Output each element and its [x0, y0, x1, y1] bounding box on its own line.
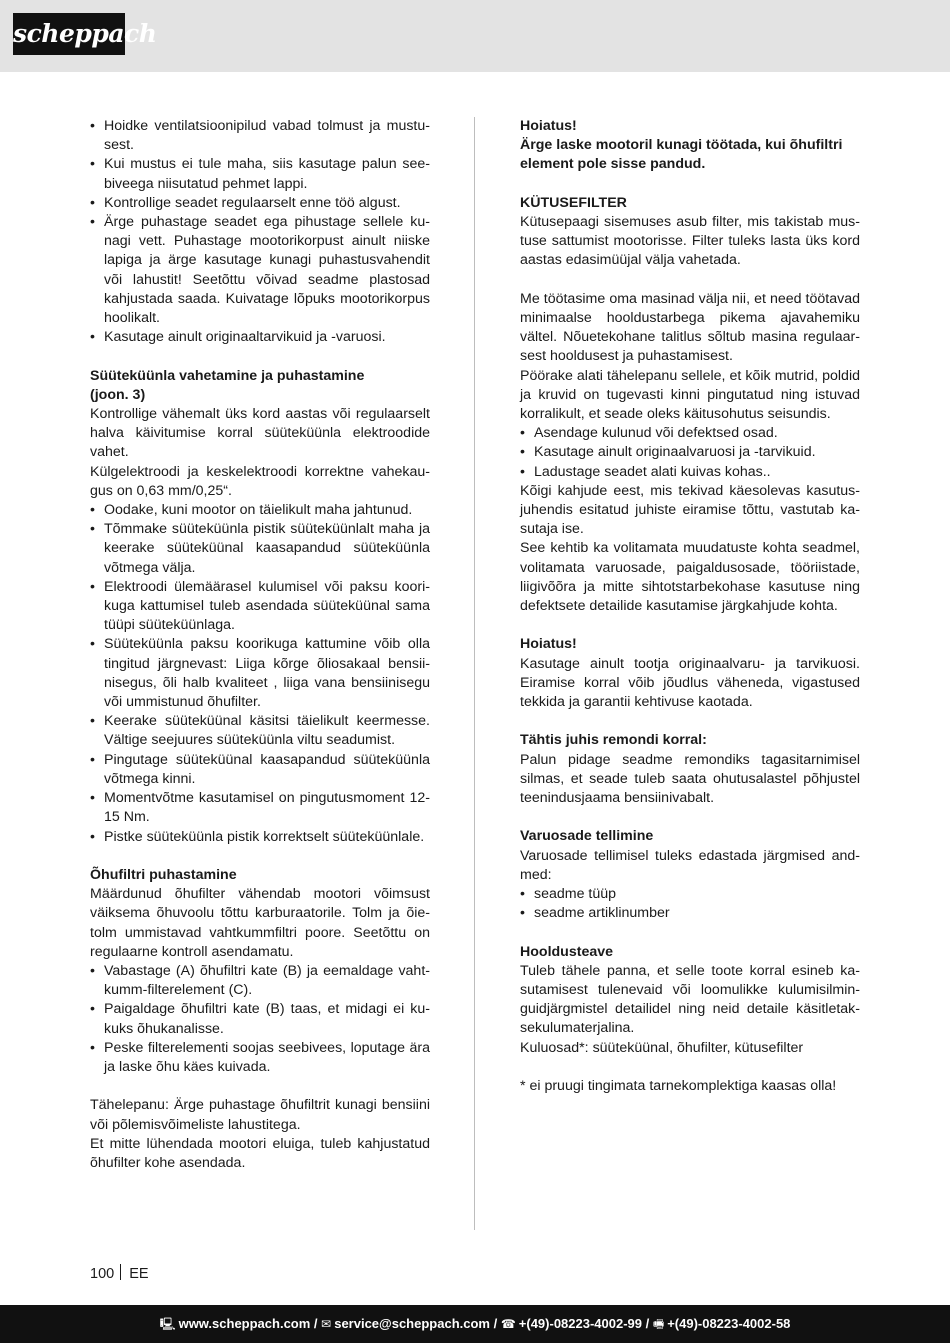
paragraph: Kütusepaagi sisemuses asub filter, mis takistab mustuse sattumist mootorisse. Filter tuleks lasta üks kord aastas edasimüüjal välja vahetada.: [520, 214, 860, 269]
mail-icon: ✉: [321, 1317, 332, 1331]
repair-heading: Tähtis juhis remondi korral:: [520, 732, 707, 749]
wear-parts-line: Kuluosad*: süüteküünal, õhufilter, kütusefilter: [520, 1039, 804, 1056]
list-item: • Oodake, kuni mootor on täielikult maha jahtunud.: [90, 501, 430, 520]
fax-icon: 🖷: [652, 1317, 665, 1331]
spark-plug-heading: Süüteküünla vahetamine ja puhastamine: [90, 367, 365, 384]
list-item: • Elektroodi ülemäärasel kulumisel või paksu koorikuga kattumisel tuleb asendada süüteküünal sama tüüpi süüteküünlaga.: [90, 578, 430, 636]
brand-logo: scheppach: [13, 13, 125, 55]
list-item: • Ladustage seadet alati kuivas kohas..: [520, 463, 860, 482]
list-item: • Peske filterelementi soojas seebivees, loputage ära ja laske õhu käes kuivada.: [90, 1039, 430, 1077]
paragraph: Pöörake alati tähelepanu sellele, et kõik mutrid, poldid ja kruvid on tugevasti kinni pingutatud ning istuvad korralikult, et seade oleks käitusohutus seisundis.: [520, 367, 860, 423]
list-item: • Kui mustus ei tule maha, siis kasutage palun seebiveega niisutatud pehmet lappi.: [90, 155, 430, 193]
page-number: 100: [90, 1266, 115, 1282]
list-item: • seadme artiklinumber: [520, 904, 860, 923]
service-info-heading: Hooldusteave: [520, 943, 614, 960]
contact-bar: [0, 1305, 950, 1343]
column-divider: [474, 117, 475, 1230]
right-column: [520, 117, 860, 1096]
list-item: • Keerake süüteküünal käsitsi täielikult keermesse. Vältige seejuures süüteküünla viltu seadumist.: [90, 712, 430, 750]
warning-text: Ärge laske mootoril kunagi töötada, kui õhufiltri element pole sisse pandud.: [520, 137, 843, 173]
air-filter-list: [90, 962, 430, 1077]
spark-plug-list: [90, 501, 430, 847]
page-number-separator: [120, 1264, 121, 1280]
language-code: EE: [129, 1266, 149, 1282]
list-item: • Paigaldage õhufiltri kate (B) taas, et midagi ei kukuks õhukanalisse.: [90, 1000, 430, 1038]
fax-number: +(49)-08223-4002-58: [667, 1316, 791, 1331]
phone-icon: ☎: [500, 1317, 516, 1331]
list-item: • Tõmmake süüteküünla pistik süüteküünlalt maha ja keerake süüteküünal kaasapandud süüteküünla võtmega välja.: [90, 520, 430, 578]
spark-plug-heading-ref: (joon. 3): [90, 386, 146, 403]
warning-title: Hoiatus!: [520, 118, 577, 134]
paragraph: Varuosade tellimisel tuleks edastada järgmised andmed:: [520, 847, 860, 883]
warning-title: Hoiatus!: [520, 636, 577, 653]
list-item: • Süüteküünla paksu koorikuga kattumine võib olla tingitud järgnevast: Liiga kõrge õliosakaal bensiinisegus, õli halb kvaliteet , liiga vana bensiinisegu või ummistunud õhufilter.: [90, 635, 430, 712]
paragraph: Et mitte lühendada mootori eluiga, tuleb kahjustatud õhufilter kohe asendada.: [90, 1135, 430, 1171]
spare-parts-heading: Varuosade tellimine: [520, 828, 654, 845]
list-item: • Momentvõtme kasutamisel on pingutusmoment 12-15 Nm.: [90, 789, 430, 827]
list-item: • Vabastage (A) õhufiltri kate (B) ja eemaldage vahtkumm-filterelement (C).: [90, 962, 430, 1000]
left-column: [90, 117, 430, 1173]
computer-icon: 🖳: [159, 1317, 176, 1331]
email-link[interactable]: service@scheppach.com /: [334, 1316, 498, 1331]
paragraph: Tuleb tähele panna, et selle toote korral esineb kasutamisest tulenevaid või loomulikke kulumisilminguidjärgmistel detailidel ning neid detaile käsitletaksekulumaterjalina.: [520, 962, 860, 1037]
paragraph: Kontrollige vähemalt üks kord aastas või regulaarselt halva käivitumise korral süüteküünla elektroodide vahet.: [90, 406, 430, 461]
list-item: • Kasutage ainult originaalvaruosi ja -tarvikuid.: [520, 443, 860, 462]
paragraph: Määrdunud õhufilter vähendab mootori võimsust väiksema õhuvoolu tõttu karburaatorile. Tolm ja õietolm ummistavad vahtkummfiltri poore. Seetõttu on regulaarne kontroll asendamatu.: [90, 886, 430, 960]
cleaning-list: [90, 117, 430, 347]
page-header: [0, 0, 950, 72]
page-number-block: [90, 1264, 149, 1283]
footnote: * ei pruugi tingimata tarnekomplektiga kaasas olla!: [520, 1078, 837, 1095]
spare-parts-list: [520, 885, 860, 923]
list-item: • Pistke süüteküünla pistik korrektselt süüteküünlale.: [90, 828, 430, 847]
fuel-filter-heading: KÜTUSEFILTER: [520, 194, 627, 211]
maintenance-list: [520, 424, 860, 482]
list-item: • Ärge puhastage seadet ega pihustage sellele kunagi vett. Puhastage mootorikorpust ainult niiske lapiga ja ärge kasutage kunagi puhastusvahendit või lahustit! Seetõttu võivad seadme plastosad kahjustada saada. Kuivatage lõpuks mootorikorpus hoolikalt.: [90, 213, 430, 328]
paragraph: Külgelektroodi ja keskelektroodi korrektne vahekaugus on 0,63 mm/0,25“.: [90, 463, 430, 499]
paragraph: Palun pidage seadme remondiks tagasitarnimisel silmas, et seade tuleb saata ohutusalastel põhjustel teenindusjaama bensiinivabalt.: [520, 751, 860, 807]
list-item: • Hoidke ventilatsioonipilud vabad tolmust ja mustusest.: [90, 117, 430, 155]
list-item: • Kasutage ainult originaaltarvikuid ja -varuosi.: [90, 328, 430, 347]
list-item: • Kontrollige seadet regulaarselt enne töö algust.: [90, 194, 430, 213]
paragraph: Kasutage ainult tootja originaalvaru- ja tarvikuosi. Eiramise korral võib jõudlus väheneda, vigastused tekkida ja garantii kehtivuse kaotada.: [520, 655, 860, 711]
website-link[interactable]: www.scheppach.com /: [178, 1316, 318, 1331]
air-filter-heading: Õhufiltri puhastamine: [90, 866, 237, 883]
paragraph: See kehtib ka volitamata muudatuste kohta seadmel, volitamata varuosade, paigaldusosade, tööriistade, liigivõõra ja mitte sihtotstarbekohase kasutuse ning defektsete detailide kasutamise järgkahjude kohta.: [520, 540, 860, 615]
phone-number: +(49)-08223-4002-99 /: [518, 1316, 650, 1331]
list-item: • Asendage kulunud või defektsed osad.: [520, 424, 860, 443]
paragraph: Tähelepanu: Ärge puhastage õhufiltrit kunagi bensiini või põlemisvõimeliste lahustitega.: [90, 1097, 430, 1133]
list-item: • Pingutage süüteküünal kaasapandud süüteküünla võtmega kinni.: [90, 751, 430, 789]
paragraph: Kõigi kahjude eest, mis tekivad käesolevas kasutusjuhendis esitatud juhiste eiramise tõttu, vastutab kasutaja ise.: [520, 482, 860, 538]
paragraph: Me töötasime oma masinad välja nii, et need töötavad minimaalse hooldustarbega pikema ajavahemiku vältel. Nõuetekohane talitlus sõltub masina regulaarsest hooldusest ja puhastamisest.: [520, 290, 860, 365]
list-item: • seadme tüüp: [520, 885, 860, 904]
